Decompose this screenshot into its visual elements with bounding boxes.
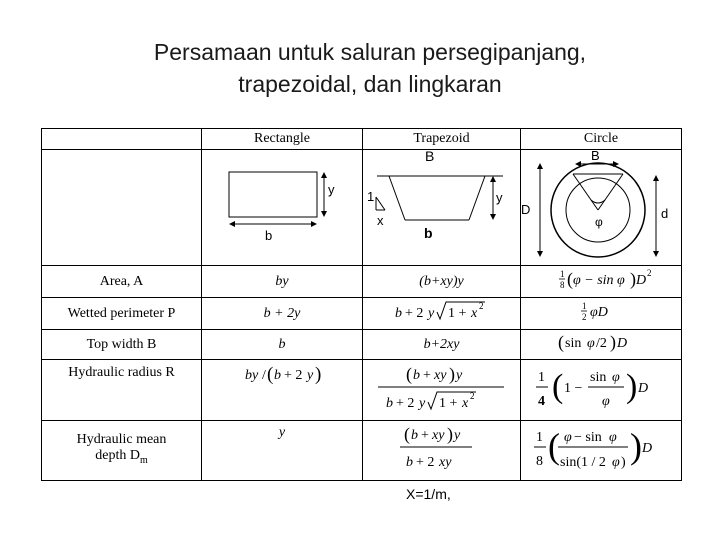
title-line-1: Persamaan untuk saluran persegipanjang,	[153, 39, 587, 65]
svg-text:+ 2: + 2	[404, 306, 423, 321]
svg-text:): )	[315, 364, 322, 385]
area-rectangle-formula: by	[275, 273, 289, 289]
svg-text:8: 8	[535, 454, 543, 469]
svg-text:sin: sin	[589, 369, 606, 385]
radius-trapezoid	[363, 360, 521, 421]
row-label-hydraulic-radius: Hydraulic radius R	[42, 360, 202, 421]
perimeter-circle	[521, 298, 682, 330]
area-trapezoid	[363, 266, 521, 298]
topwidth-trapezoid-formula: b+2xy	[423, 336, 460, 352]
svg-text:sin(1 / 2: sin(1 / 2	[559, 455, 606, 470]
svg-text:): )	[629, 426, 642, 466]
svg-text:2: 2	[478, 301, 483, 311]
svg-text:1: 1	[537, 369, 545, 385]
circle-B-label: B	[591, 150, 600, 163]
svg-text:x: x	[462, 395, 469, 411]
svg-text:(: (	[404, 424, 410, 444]
svg-text:+ 2: + 2	[396, 395, 415, 411]
svg-text:D: D	[637, 380, 648, 396]
svg-text:φ: φ	[563, 430, 572, 445]
svg-text:y: y	[307, 368, 314, 383]
radius-circle-formula	[524, 361, 679, 415]
equations-table	[41, 128, 682, 481]
svg-text:φD: φD	[590, 305, 608, 320]
row-label-wetted-perimeter: Wetted perimeter P	[42, 298, 202, 330]
radius-rectangle	[202, 360, 363, 421]
svg-text:b: b	[386, 395, 393, 411]
svg-text:1 −: 1 −	[563, 380, 582, 396]
svg-text:): )	[620, 455, 626, 470]
circle-diagram	[521, 150, 681, 260]
svg-text:b: b	[394, 306, 402, 321]
svg-text:xy: xy	[434, 367, 447, 383]
footnote: X=1/m,	[406, 486, 451, 502]
area-circle	[521, 266, 682, 298]
topwidth-circle-formula	[526, 330, 676, 354]
svg-text:): )	[447, 424, 453, 444]
perimeter-rectangle-formula: b + 2y	[263, 305, 301, 321]
svg-text:(: (	[551, 367, 563, 405]
area-trapezoid-formula: (b+xy)y	[419, 273, 464, 289]
svg-text:φ: φ	[611, 455, 620, 470]
perimeter-rectangle	[202, 298, 363, 330]
area-rectangle	[202, 266, 363, 298]
row-area	[42, 266, 682, 298]
slide-title	[60, 36, 680, 100]
svg-text:/: /	[262, 368, 266, 383]
depth-trapezoid	[363, 421, 521, 481]
header-trapezoid: Trapezoid	[363, 129, 521, 150]
row-label-hydraulic-mean-depth	[42, 421, 202, 481]
svg-text:(: (	[558, 332, 564, 352]
depth-trapezoid-formula	[364, 421, 519, 475]
svg-text:y: y	[456, 367, 463, 383]
row-wetted-perimeter	[42, 298, 682, 330]
svg-text:8: 8	[560, 280, 565, 290]
figure-empty-cell	[42, 150, 202, 266]
svg-text:sin: sin	[565, 336, 582, 351]
trapezoid-b-label: b	[424, 225, 433, 241]
svg-text:/2: /2	[596, 336, 607, 351]
svg-text:− sin: − sin	[573, 430, 602, 445]
depth-circle	[521, 421, 682, 481]
depth-rectangle	[202, 421, 363, 481]
svg-text:1: 1	[535, 430, 543, 445]
svg-text:D: D	[641, 441, 652, 456]
row-label-hmd-line2	[42, 448, 201, 469]
svg-text:b: b	[413, 367, 420, 383]
svg-text:2: 2	[647, 268, 652, 278]
svg-text:): )	[625, 367, 637, 405]
svg-text:y: y	[419, 395, 426, 411]
svg-text:): )	[610, 332, 616, 352]
rectangle-diagram	[202, 150, 362, 260]
svg-text:b: b	[411, 428, 418, 443]
svg-text:1: 1	[582, 301, 587, 311]
rectangle-y-label: y	[328, 182, 335, 197]
trapezoid-B-label: B	[425, 150, 435, 164]
svg-text:1: 1	[560, 269, 565, 279]
svg-text:xy: xy	[439, 455, 452, 470]
svg-text:+ 2: + 2	[416, 455, 435, 470]
perimeter-trapezoid	[363, 298, 521, 330]
header-empty	[42, 129, 202, 150]
svg-text:y: y	[427, 306, 434, 321]
trapezoid-figure-cell	[363, 150, 521, 266]
svg-text:): )	[630, 269, 636, 289]
svg-text:y: y	[454, 428, 461, 443]
svg-text:(: (	[547, 426, 560, 466]
svg-text:4: 4	[537, 393, 545, 409]
depth-circle-formula	[524, 421, 679, 475]
row-hydraulic-radius	[42, 360, 682, 421]
svg-text:b: b	[406, 455, 413, 470]
circle-phi-label: φ	[595, 215, 603, 229]
svg-text:φ: φ	[608, 430, 617, 445]
svg-text:(: (	[567, 269, 573, 289]
svg-text:D: D	[617, 336, 628, 351]
svg-text:x: x	[470, 306, 477, 321]
row-label-hmd-sub: m	[139, 454, 148, 466]
row-label-hmd-text: depth D	[95, 448, 140, 464]
topwidth-trapezoid	[363, 330, 521, 360]
radius-trapezoid-formula	[364, 361, 519, 415]
depth-rectangle-formula: y	[278, 425, 286, 440]
row-top-width	[42, 330, 682, 360]
svg-text:φ: φ	[587, 336, 595, 351]
svg-text:1 +: 1 +	[447, 306, 466, 321]
radius-circle	[521, 360, 682, 421]
header-row	[42, 129, 682, 150]
svg-text:+: +	[421, 428, 429, 443]
topwidth-rectangle	[202, 330, 363, 360]
perimeter-trapezoid-formula	[367, 298, 517, 324]
topwidth-rectangle-formula: b	[278, 336, 286, 352]
topwidth-circle	[521, 330, 682, 360]
svg-text:2: 2	[582, 312, 587, 322]
trapezoid-slope-1-label: 1	[367, 189, 375, 204]
circle-figure-cell	[521, 150, 682, 266]
svg-text:(: (	[267, 364, 274, 385]
svg-text:): )	[449, 363, 455, 384]
row-label-area: Area, A	[42, 266, 202, 298]
header-circle: Circle	[521, 129, 682, 150]
row-label-hmd-line1: Hydraulic mean	[76, 432, 167, 448]
trapezoid-y-label: y	[496, 190, 503, 205]
svg-text:xy: xy	[432, 428, 445, 443]
radius-rectangle-formula	[207, 360, 357, 386]
svg-text:φ: φ	[601, 393, 610, 409]
row-label-top-width: Top width B	[42, 330, 202, 360]
rectangle-b-label: b	[265, 228, 273, 243]
header-rectangle: Rectangle	[202, 129, 363, 150]
rectangle-figure-cell	[202, 150, 363, 266]
perimeter-circle-formula	[526, 298, 676, 324]
row-hydraulic-mean-depth	[42, 421, 682, 481]
svg-text:φ: φ	[611, 369, 620, 385]
svg-text:by: by	[245, 368, 259, 383]
circle-d-label: d	[661, 206, 669, 221]
svg-text:φ − sin φ: φ − sin φ	[573, 273, 625, 288]
svg-text:(: (	[406, 363, 412, 384]
svg-text:b: b	[274, 368, 281, 383]
figure-row	[42, 150, 682, 266]
title-line-2: trapezoidal, dan lingkaran	[238, 71, 502, 97]
trapezoid-slope-x-label: x	[377, 213, 384, 228]
svg-text:+: +	[423, 367, 431, 383]
svg-text:+ 2: + 2	[284, 368, 303, 383]
circle-D-label: D	[521, 202, 531, 217]
trapezoid-diagram	[363, 150, 520, 260]
svg-text:D: D	[636, 273, 647, 288]
area-circle-formula	[526, 266, 676, 292]
svg-text:2: 2	[470, 390, 475, 401]
svg-text:1 +: 1 +	[439, 395, 458, 411]
